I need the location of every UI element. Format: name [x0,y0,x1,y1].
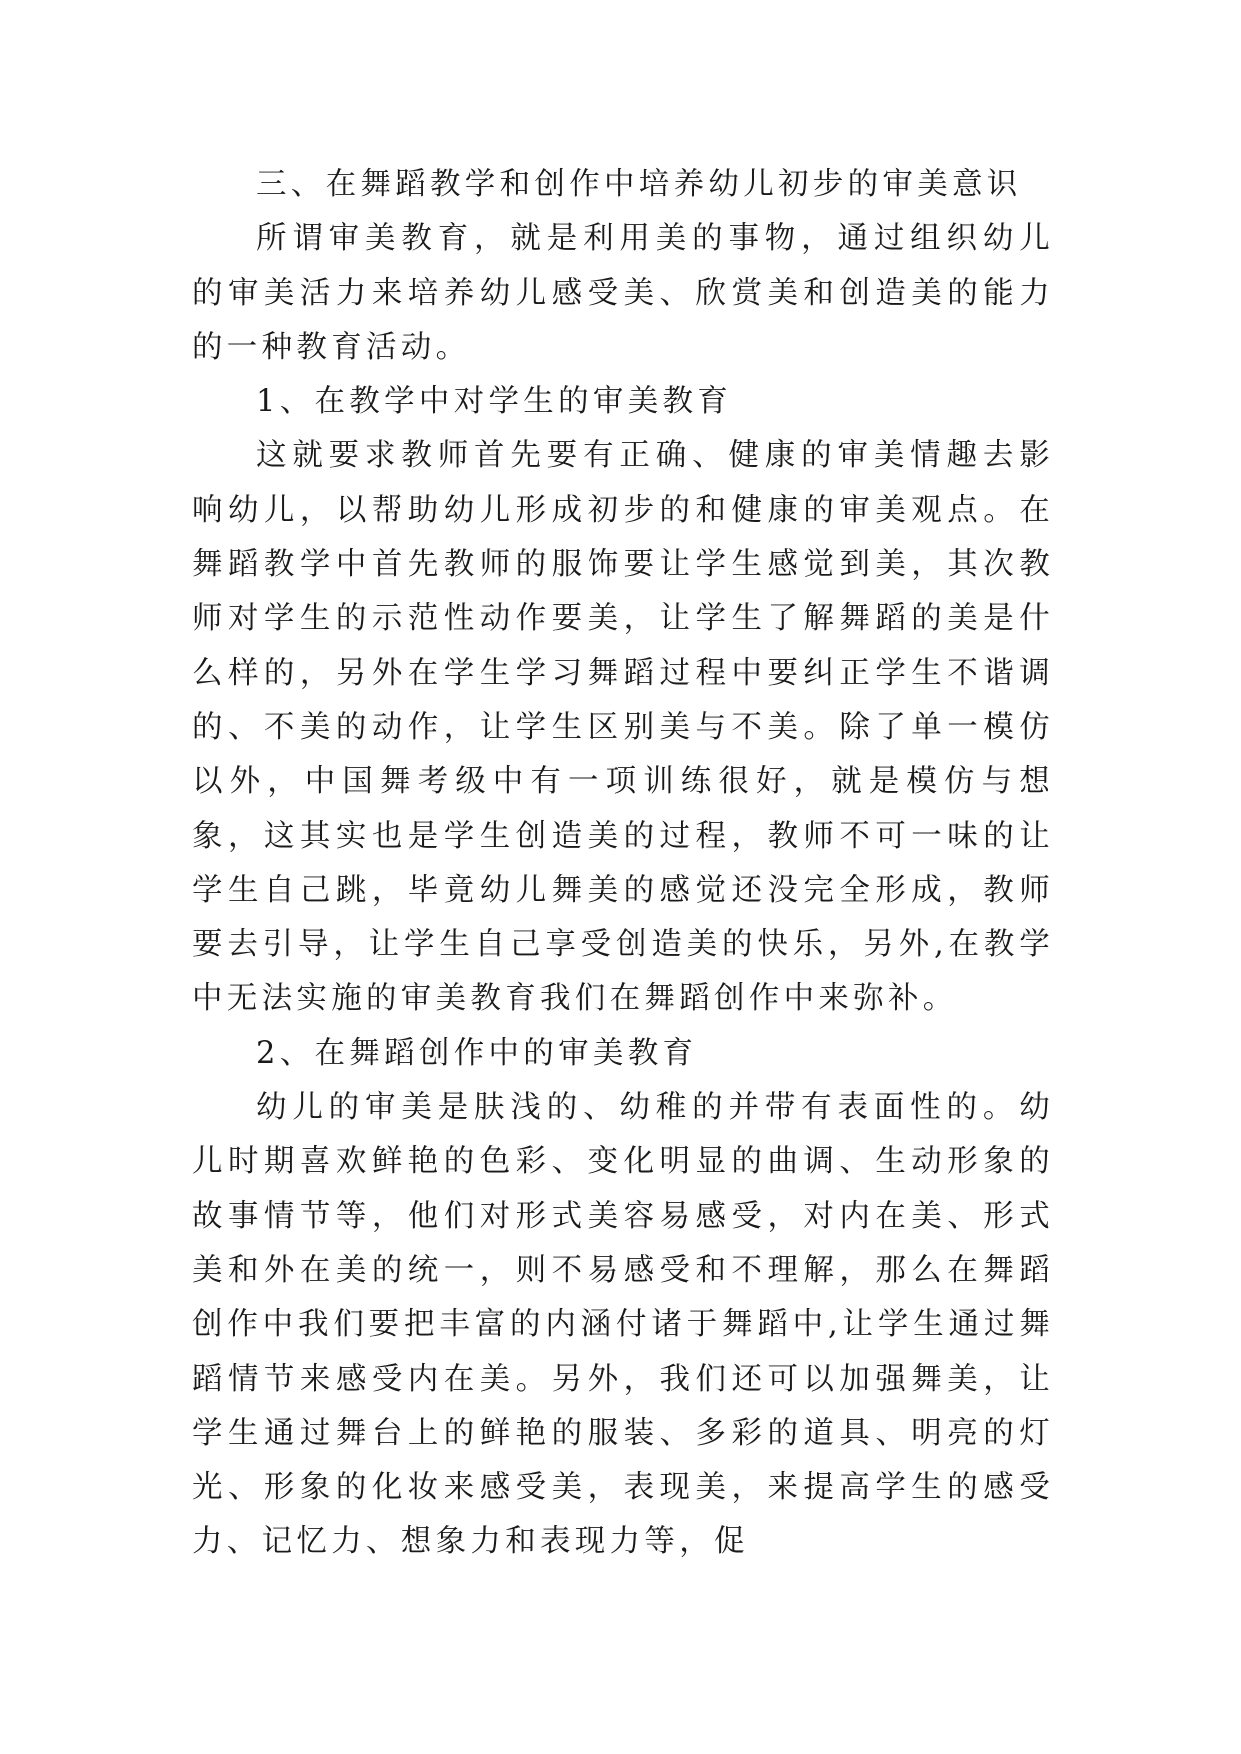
paragraph: 幼儿的审美是肤浅的、幼稚的并带有表面性的。幼儿时期喜欢鲜艳的色彩、变化明显的曲调、生动形象的故事情节等，他们对形式美容易感受，对内在美、形式美和外在美的统一，则不易感受和不理解，那么在舞蹈创作中我们要把丰富的内涵付诸于舞蹈中,让学生通过舞蹈情节来感受内在美。另外，我们还可以加强舞美，让学生通过舞台上的鲜艳的服装、多彩的道具、明亮的灯光、形象的化妆来感受美，表现美，来提高学生的感受力、记忆力、想象力和表现力等，促 [192,1090,1054,1560]
document-body [192,158,1054,1570]
subheading: 1、在教学中对学生的审美教育 [256,384,733,420]
section-heading: 三、在舞蹈教学和创作中培养幼儿初步的审美意识 [256,167,1022,202]
paragraph: 所谓审美教育，就是利用美的事物，通过组织幼儿的审美活力来培养幼儿感受美、欣赏美和创造美的能力的一种教育活动。 [192,221,1054,365]
paragraph: 这就要求教师首先要有正确、健康的审美情趣去影响幼儿，以帮助幼儿形成初步的和健康的审美观点。在舞蹈教学中首先教师的服饰要让学生感觉到美，其次教师对学生的示范性动作要美，让学生了解舞蹈的美是什么样的，另外在学生学习舞蹈过程中要纠正学生不谐调的、不美的动作，让学生区别美与不美。除了单一模仿以外，中国舞考级中有一项训练很好，就是模仿与想象，这其实也是学生创造美的过程，教师不可一味的让学生自己跳，毕竟幼儿舞美的感觉还没完全形成，教师要去引导，让学生自己享受创造美的快乐，另外,在教学中无法实施的审美教育我们在舞蹈创作中来弥补。 [192,438,1054,1017]
subheading: 2、在舞蹈创作中的审美教育 [256,1035,698,1071]
